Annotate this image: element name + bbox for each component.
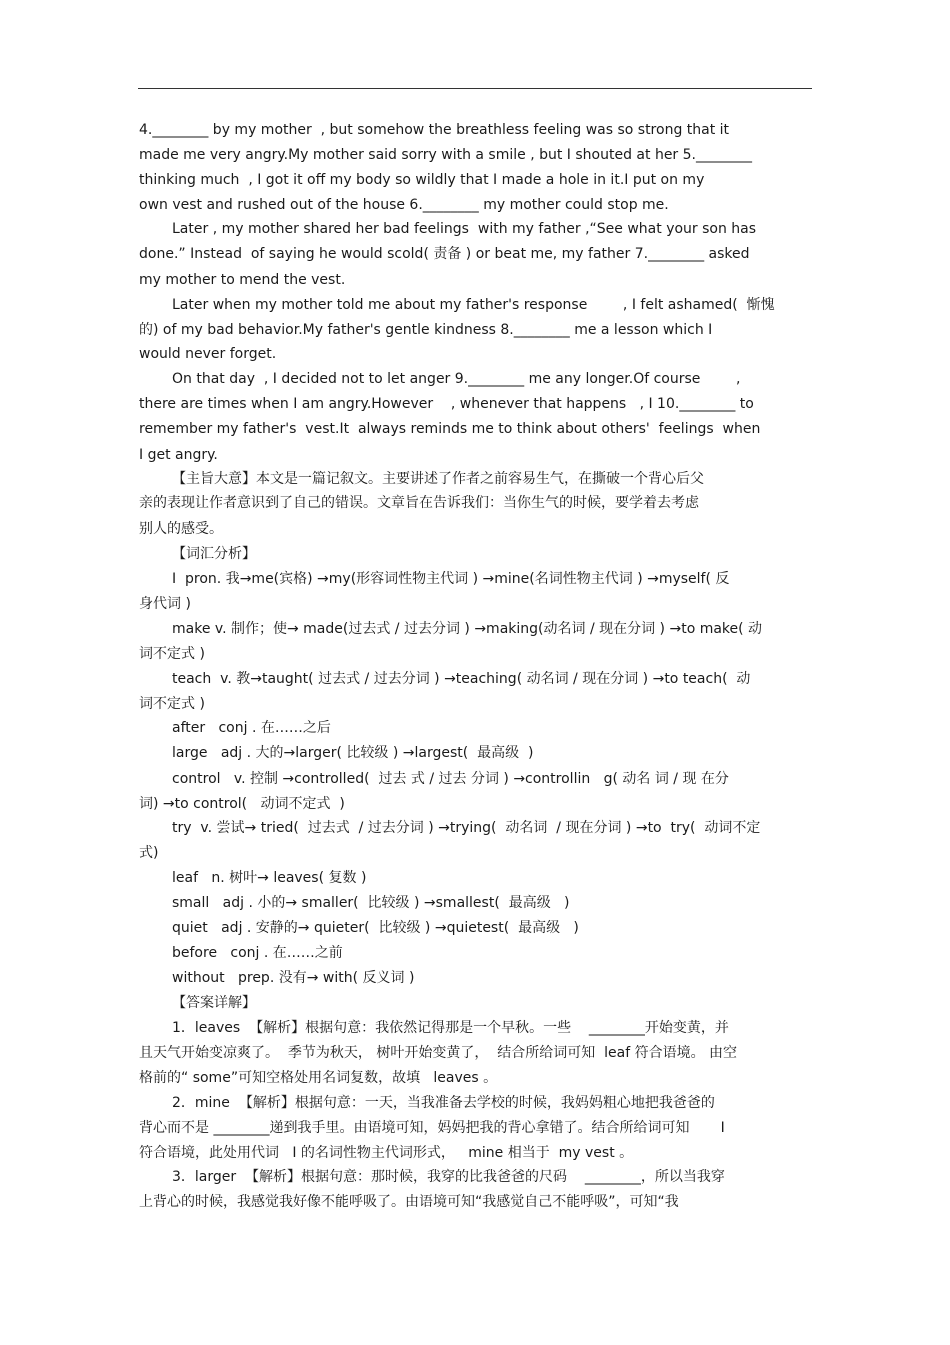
text-line: my mother to mend the vest. — [139, 272, 346, 288]
text-line: 4.________ by my mother , but somehow the breathless feeling was so strong that it — [139, 122, 730, 138]
text-line: 背心而不是 ________递到我手里。由语境可知，妈妈把我的背心拿错了。结合所给词可知 I — [139, 1120, 725, 1136]
text-line: 亲的表现让作者意识到了自己的错误。文章旨在告诉我们：当你生气的时候，要学着去考虑 — [139, 495, 699, 511]
text-line: without prep. 没有→ with( 反义词 ) — [172, 970, 415, 986]
text-line: done.” Instead of saying he would scold( 责备 ) or beat me, my father 7.________ asked — [139, 246, 750, 262]
text-line: Later when my mother told me about my father's response , I felt ashamed( 惭愧 — [172, 297, 775, 313]
text-line: control v. 控制 →controlled( 过去 式 / 过去 分词 ) →controllin g( 动名 词 / 现 在分 — [172, 771, 729, 787]
text-line: 词) →to control( 动词不定式 ) — [139, 796, 345, 812]
text-line: 词不定式 ) — [139, 646, 205, 662]
text-line: 符合语境，此处用代词 I 的名词性物主代词形式， mine 相当于 my vest 。 — [139, 1145, 634, 1161]
text-line: 格前的“ some”可知空格处用名词复数，故填 leaves 。 — [139, 1070, 498, 1086]
text-line: would never forget. — [139, 346, 277, 362]
text-line: thinking much , I got it off my body so wildly that I made a hole in it.I put on my — [139, 172, 705, 188]
text-line: after conj . 在……之后 — [172, 720, 331, 736]
text-line: leaf n. 树叶→ leaves( 复数 ) — [172, 870, 367, 886]
text-line: own vest and rushed out of the house 6.________ my mother could stop me. — [139, 197, 669, 213]
text-line: 式) — [139, 845, 159, 861]
section-heading: 【答案详解】 — [172, 995, 256, 1011]
text-line: 的) of my bad behavior.My father's gentle kindness 8.________ me a lesson which I — [139, 322, 713, 338]
text-line: I pron. 我→me(宾格) →my(形容词性物主代词 ) →mine(名词性物主代词 ) →myself( 反 — [172, 571, 730, 587]
text-line: I get angry. — [139, 447, 218, 463]
text-line: 别人的感受。 — [139, 521, 223, 537]
text-line: teach v. 教→taught( 过去式 / 过去分词 ) →teaching( 动名词 / 现在分词 ) →to teach( 动 — [172, 671, 751, 687]
text-line: 上背心的时候，我感觉我好像不能呼吸了。由语境可知“我感觉自己不能呼吸”，可知“我 — [139, 1194, 679, 1210]
text-line: before conj . 在……之前 — [172, 945, 343, 961]
text-line: small adj . 小的→ smaller( 比较级 ) →smallest( 最高级 ) — [172, 895, 570, 911]
text-line: large adj . 大的→larger( 比较级 ) →largest( 最高级 ) — [172, 745, 534, 761]
text-line: 身代词 ) — [139, 596, 191, 612]
text-line: 且天气开始变凉爽了。 季节为秋天， 树叶开始变黄了， 结合所给词可知 leaf 符合语境。 由空 — [139, 1045, 738, 1061]
text-line: On that day , I decided not to let anger 9.________ me any longer.Of course , — [172, 371, 741, 387]
section-heading: 【词汇分析】 — [172, 546, 256, 562]
text-line: 3．larger 【解析】根据句意：那时候，我穿的比我爸爸的尺码 ________，所以当我穿 — [172, 1169, 725, 1185]
text-line: there are times when I am angry.However , whenever that happens , I 10.________ to — [139, 396, 754, 412]
text-line: try v. 尝试→ tried( 过去式 / 过去分词 ) →trying( 动名词 / 现在分词 ) →to try( 动词不定 — [172, 820, 761, 836]
text-line: make v. 制作；使→ made(过去式 / 过去分词 ) →making(动名词 / 现在分词 ) →to make( 动 — [172, 621, 763, 637]
text-line: 1．leaves 【解析】根据句意：我依然记得那是一个早秋。一些 ________开始变黄，并 — [172, 1020, 729, 1036]
text-line: made me very angry.My mother said sorry with a smile , but I shouted at her 5.________ — [139, 147, 752, 163]
text-line: Later , my mother shared her bad feelings with my father ,“See what your son has — [172, 221, 757, 237]
text-line: 【主旨大意】本文是一篇记叙文。主要讲述了作者之前容易生气，在撕破一个背心后父 — [172, 471, 704, 487]
text-line: quiet adj . 安静的→ quieter( 比较级 ) →quietest( 最高级 ) — [172, 920, 579, 936]
text-line: 词不定式 ) — [139, 696, 205, 712]
text-line: remember my father's vest.It always reminds me to think about others' feelings when — [139, 421, 761, 437]
text-line: 2．mine 【解析】根据句意：一天，当我准备去学校的时候，我妈妈粗心地把我爸爸的 — [172, 1095, 715, 1111]
header-rule — [138, 88, 812, 89]
